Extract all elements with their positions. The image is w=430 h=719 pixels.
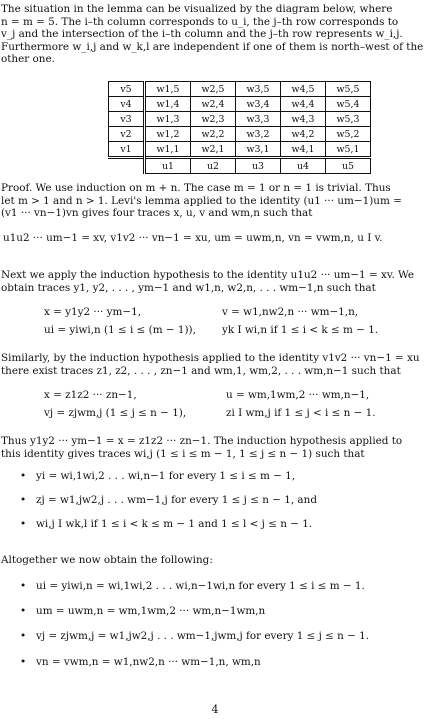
diagram-cell: w3,5 — [236, 82, 281, 97]
row-label: v3 — [109, 112, 145, 127]
diagram-cell: w1,1 — [145, 142, 191, 158]
diagram-cell: w2,2 — [191, 127, 236, 142]
diagram-row — [109, 82, 371, 97]
induction-paragraph — [1, 269, 429, 294]
list-item-text: wi,j I wk,l if 1 ≤ i < k ≤ m − 1 and 1 ≤ l < j ≤ n − 1. — [36, 518, 313, 530]
equation-x2: x = z1z2 ··· zn−1, — [44, 389, 137, 401]
thus-line: Thus y1y2 ··· ym−1 = x = z1z2 ··· zn−1. The induction hypothesis applied to — [1, 435, 403, 447]
list-item-text: zj = w1,jw2,j . . . wm−1,j for every 1 ≤ j ≤ n − 1, and — [36, 494, 317, 506]
diagram-column-labels — [109, 158, 371, 174]
lemma-diagram — [108, 81, 371, 174]
list-item-text: um = uwm,n = wm,1wm,2 ··· wm,n−1wm,n — [36, 605, 266, 617]
row-label: v1 — [109, 142, 145, 158]
similarly-line: there exist traces z1, z2, . . . , zn−1 and wm,1, wm,2, . . . wm,n−1 such that — [1, 364, 401, 377]
intro-line: n = m = 5. The i–th column corresponds to u_i, the j–th row corresponds to — [1, 15, 399, 28]
column-label: u3 — [236, 158, 281, 174]
diagram-cell: w1,2 — [145, 127, 191, 142]
diagram-cell: w4,5 — [281, 82, 326, 97]
bullet-icon: • — [20, 580, 27, 592]
diagram-cell: w1,5 — [145, 82, 191, 97]
similarly-paragraph — [1, 352, 429, 377]
row-label: v4 — [109, 97, 145, 112]
diagram-cell: w1,3 — [145, 112, 191, 127]
equation-zi: zi I wm,j if 1 ≤ j < i ≤ n − 1. — [226, 407, 376, 419]
induction-line: obtain traces y1, y2, . . . , ym−1 and w1,n, w2,n, . . . wm−1,n such that — [1, 281, 376, 294]
row-label: v2 — [109, 127, 145, 142]
diagram-cell: w3,1 — [236, 142, 281, 158]
intro-line: v_j and the intersection of the i–th column and the j–th row represents w_i,j. — [1, 28, 403, 40]
intro-line: Furthermore w_i,j and w_k,l are independent if one of them is north–west of the — [1, 40, 424, 53]
list-item — [20, 470, 295, 483]
diagram-cell: w5,5 — [326, 82, 371, 97]
diagram-cell: w2,5 — [191, 82, 236, 97]
list-item — [20, 605, 265, 618]
bullet-icon: • — [20, 656, 27, 668]
list-item — [20, 630, 369, 643]
similarly-line: Similarly, by the induction hypothesis applied to the identity v1v2 ··· vn−1 = xu — [1, 352, 420, 364]
equation-ui: ui = yiwi,n (1 ≤ i ≤ (m − 1)), — [44, 324, 196, 336]
altogether-line: Altogether we now obtain the following: — [1, 554, 213, 566]
column-label: u5 — [326, 158, 371, 174]
induction-line: Next we apply the induction hypothesis to the identity u1u2 ··· um−1 = xv. We — [1, 269, 415, 281]
intro-line: The situation in the lemma can be visualized by the diagram below, where — [1, 3, 393, 15]
altogether-paragraph — [1, 554, 429, 567]
list-item-text: yi = wi,1wi,2 . . . wi,n−1 for every 1 ≤ i ≤ m − 1, — [36, 470, 296, 482]
equation-vj: vj = zjwm,j (1 ≤ j ≤ n − 1), — [44, 407, 187, 419]
diagram-cell: w2,4 — [191, 97, 236, 112]
diagram-cell: w4,3 — [281, 112, 326, 127]
proof-paragraph — [1, 182, 429, 220]
equation-yk: yk I wi,n if 1 ≤ i < k ≤ m − 1. — [222, 324, 379, 336]
proof-line: let m > 1 and n > 1. Levi's lemma applied to the identity (u1 ··· um−1)um = — [1, 194, 402, 207]
diagram-cell: w3,3 — [236, 112, 281, 127]
diagram-row — [109, 112, 371, 127]
diagram-cell: w1,4 — [145, 97, 191, 112]
diagram-cell: w5,4 — [326, 97, 371, 112]
list-item-text: ui = yiwi,n = wi,1wi,2 . . . wi,n−1wi,n for every 1 ≤ i ≤ m − 1. — [36, 580, 365, 592]
diagram-cell: w5,2 — [326, 127, 371, 142]
list-item — [20, 494, 317, 507]
list-item — [20, 518, 312, 531]
row-label: v5 — [109, 82, 145, 97]
levi-equation: u1u2 ··· um−1 = xv, v1v2 ··· vn−1 = xu, um = uwm,n, vn = vwm,n, u I v. — [3, 232, 383, 244]
equation-v: v = w1,nw2,n ··· wm−1,n, — [222, 306, 359, 318]
diagram-cell: w2,3 — [191, 112, 236, 127]
list-item — [20, 656, 261, 669]
page-number: 4 — [211, 703, 219, 716]
column-label: u1 — [145, 158, 191, 174]
diagram-corner — [109, 158, 145, 174]
diagram-cell: w3,2 — [236, 127, 281, 142]
diagram-cell: w5,1 — [326, 142, 371, 158]
equation-u: u = wm,1wm,2 ··· wm,n−1, — [226, 389, 370, 401]
list-item-text: vn = vwm,n = w1,nw2,n ··· wm−1,n, wm,n — [36, 656, 261, 668]
thus-line: this identity gives traces wi,j (1 ≤ i ≤ m − 1, 1 ≤ j ≤ n − 1) such that — [1, 447, 365, 460]
bullet-icon: • — [20, 494, 27, 506]
proof-line: (v1 ··· vn−1)vn gives four traces x, u, v and wm,n such that — [1, 207, 313, 219]
diagram-cell: w3,4 — [236, 97, 281, 112]
diagram-cell: w4,4 — [281, 97, 326, 112]
proof-line: Proof. We use induction on m + n. The case m = 1 or n = 1 is trivial. Thus — [1, 182, 391, 194]
diagram-row — [109, 127, 371, 142]
diagram-cell: w4,1 — [281, 142, 326, 158]
list-item — [20, 580, 365, 593]
diagram-cell: w4,2 — [281, 127, 326, 142]
intro-line: other one. — [1, 53, 55, 65]
bullet-icon: • — [20, 630, 27, 642]
diagram-row — [109, 97, 371, 112]
column-label: u2 — [191, 158, 236, 174]
diagram-cell: w2,1 — [191, 142, 236, 158]
diagram-row — [109, 142, 371, 158]
bullet-icon: • — [20, 605, 27, 617]
bullet-icon: • — [20, 518, 27, 530]
column-label: u4 — [281, 158, 326, 174]
bullet-icon: • — [20, 470, 27, 482]
thus-paragraph — [1, 435, 429, 460]
list-item-text: vj = zjwm,j = w1,jw2,j . . . wm−1,jwm,j for every 1 ≤ j ≤ n − 1. — [36, 630, 370, 642]
equation-x: x = y1y2 ··· ym−1, — [44, 306, 141, 318]
intro-paragraph — [1, 3, 429, 66]
diagram-cell: w5,3 — [326, 112, 371, 127]
